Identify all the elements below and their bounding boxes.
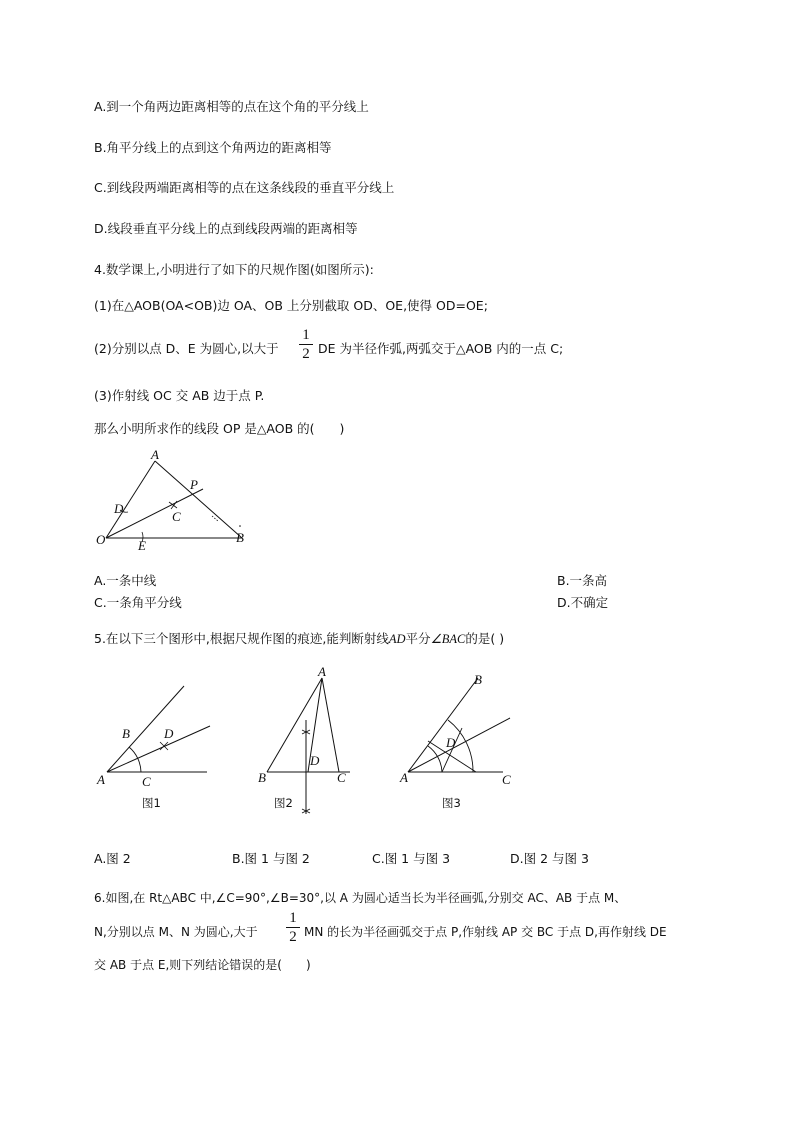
fig1-label-c: C: [142, 774, 151, 789]
stray-dot: [239, 525, 241, 527]
q6-line2-pre: N,分别以点 M、N 为圆心,大于: [94, 925, 258, 939]
q6-fraction-denominator: 2: [289, 929, 297, 945]
q3-option-d: D.线段垂直平分线上的点到线段两端的距离相等: [94, 221, 358, 236]
fig3-ray-ab: [408, 678, 478, 772]
q5-stem: [94, 629, 504, 647]
fig3-ray-ad: [408, 718, 510, 772]
q5-stem-mid: 平分: [405, 631, 431, 646]
q5-option-b: B.图 1 与图 2: [232, 851, 310, 866]
q4-option-d: D.不确定: [557, 595, 609, 610]
arc-cross-c: [169, 501, 177, 509]
q4-step3: (3)作射线 OC 交 AB 边于点 P.: [94, 388, 265, 403]
q5-figure-2: [255, 664, 365, 824]
label-e: E: [138, 538, 146, 553]
label-p: P: [190, 477, 198, 492]
q5-option-d: D.图 2 与图 3: [510, 851, 589, 866]
fig2-label-a: A: [318, 664, 326, 679]
label-o: O: [96, 532, 106, 547]
fig1-cross: [160, 742, 168, 750]
q5-stem-angle: ∠BAC: [430, 632, 466, 646]
tick-ab: [212, 516, 218, 521]
label-c: C: [172, 509, 181, 524]
fig3-label-a: A: [400, 770, 408, 785]
q3-option-c: C.到线段两端距离相等的点在这条线段的垂直平分线上: [94, 180, 395, 195]
q4-option-b: B.一条高: [557, 573, 608, 588]
q3-option-a: A.到一个角两边距离相等的点在这个角的平分线上: [94, 99, 369, 114]
q4-fraction: [299, 327, 313, 362]
fig3-label-c: C: [502, 772, 511, 787]
q6-fraction-numerator: 1: [289, 910, 297, 926]
q5-figure-1: [92, 676, 222, 816]
fig3-arc-small: [428, 746, 442, 772]
fig3-caption: 图3: [442, 796, 461, 810]
fig1-caption: 图1: [142, 796, 161, 810]
label-a: A: [151, 447, 159, 462]
fig1-label-b: B: [122, 726, 130, 741]
q4-question: 那么小明所求作的线段 OP 是△AOB 的( ): [94, 421, 345, 436]
q4-fraction-numerator: 1: [302, 327, 310, 343]
q6-line3: 交 AB 于点 E,则下列结论错误的是( ): [94, 958, 311, 972]
q6-fraction-bar: [286, 927, 300, 928]
q5-stem-text: 5.在以下三个图形中,根据尺规作图的痕迹,能判断射线: [94, 631, 389, 646]
q5-stem-ray: AD: [388, 632, 406, 646]
q4-option-a: A.一条中线: [94, 573, 157, 588]
fig2-label-d: D: [310, 753, 320, 768]
fig1-label-a: A: [97, 772, 105, 787]
q5-option-c: C.图 1 与图 3: [372, 851, 451, 866]
q5-figure-3: [398, 668, 528, 818]
segment-oa: [106, 461, 155, 538]
fig3-label-d: D: [446, 735, 456, 750]
q5-option-a: A.图 2: [94, 851, 131, 866]
fig2-caption: 图2: [274, 796, 293, 810]
fig2-segment-ac: [322, 678, 339, 772]
q6-line2-post: MN 的长为半径画弧交于点 P,作射线 AP 交 BC 于点 D,再作射线 DE: [304, 925, 667, 939]
q4-option-c: C.一条角平分线: [94, 595, 182, 610]
q5-stem-end: 的是( ): [465, 631, 505, 646]
q4-fraction-denominator: 2: [302, 346, 310, 362]
q4-stem: 4.数学课上,小明进行了如下的尺规作图(如图所示):: [94, 262, 374, 277]
fig2-label-c: C: [337, 770, 346, 785]
q6-line1: 6.如图,在 Rt△ABC 中,∠C=90°,∠B=30°,以 A 为圆心适当长为半径画弧,分别交 AC、AB 于点 M、: [94, 891, 627, 905]
fig3-label-b: B: [474, 672, 482, 687]
label-d: D: [114, 501, 124, 516]
label-b: B: [236, 530, 244, 545]
q4-step1: (1)在△AOB(OA<OB)边 OA、OB 上分别截取 OD、OE,使得 OD=OE;: [94, 298, 488, 313]
q4-fraction-bar: [299, 344, 313, 345]
fig1-label-d: D: [164, 726, 174, 741]
q6-fraction: [286, 910, 300, 945]
q4-step2-post: DE 为半径作弧,两弧交于△AOB 内的一点 C;: [318, 341, 564, 356]
q4-triangle-figure: [94, 447, 254, 553]
q3-option-b: B.角平分线上的点到这个角两边的距离相等: [94, 140, 332, 155]
q4-step2-pre: (2)分别以点 D、E 为圆心,以大于: [94, 341, 279, 356]
fig2-label-b: B: [258, 770, 266, 785]
segment-ab: [155, 461, 242, 538]
